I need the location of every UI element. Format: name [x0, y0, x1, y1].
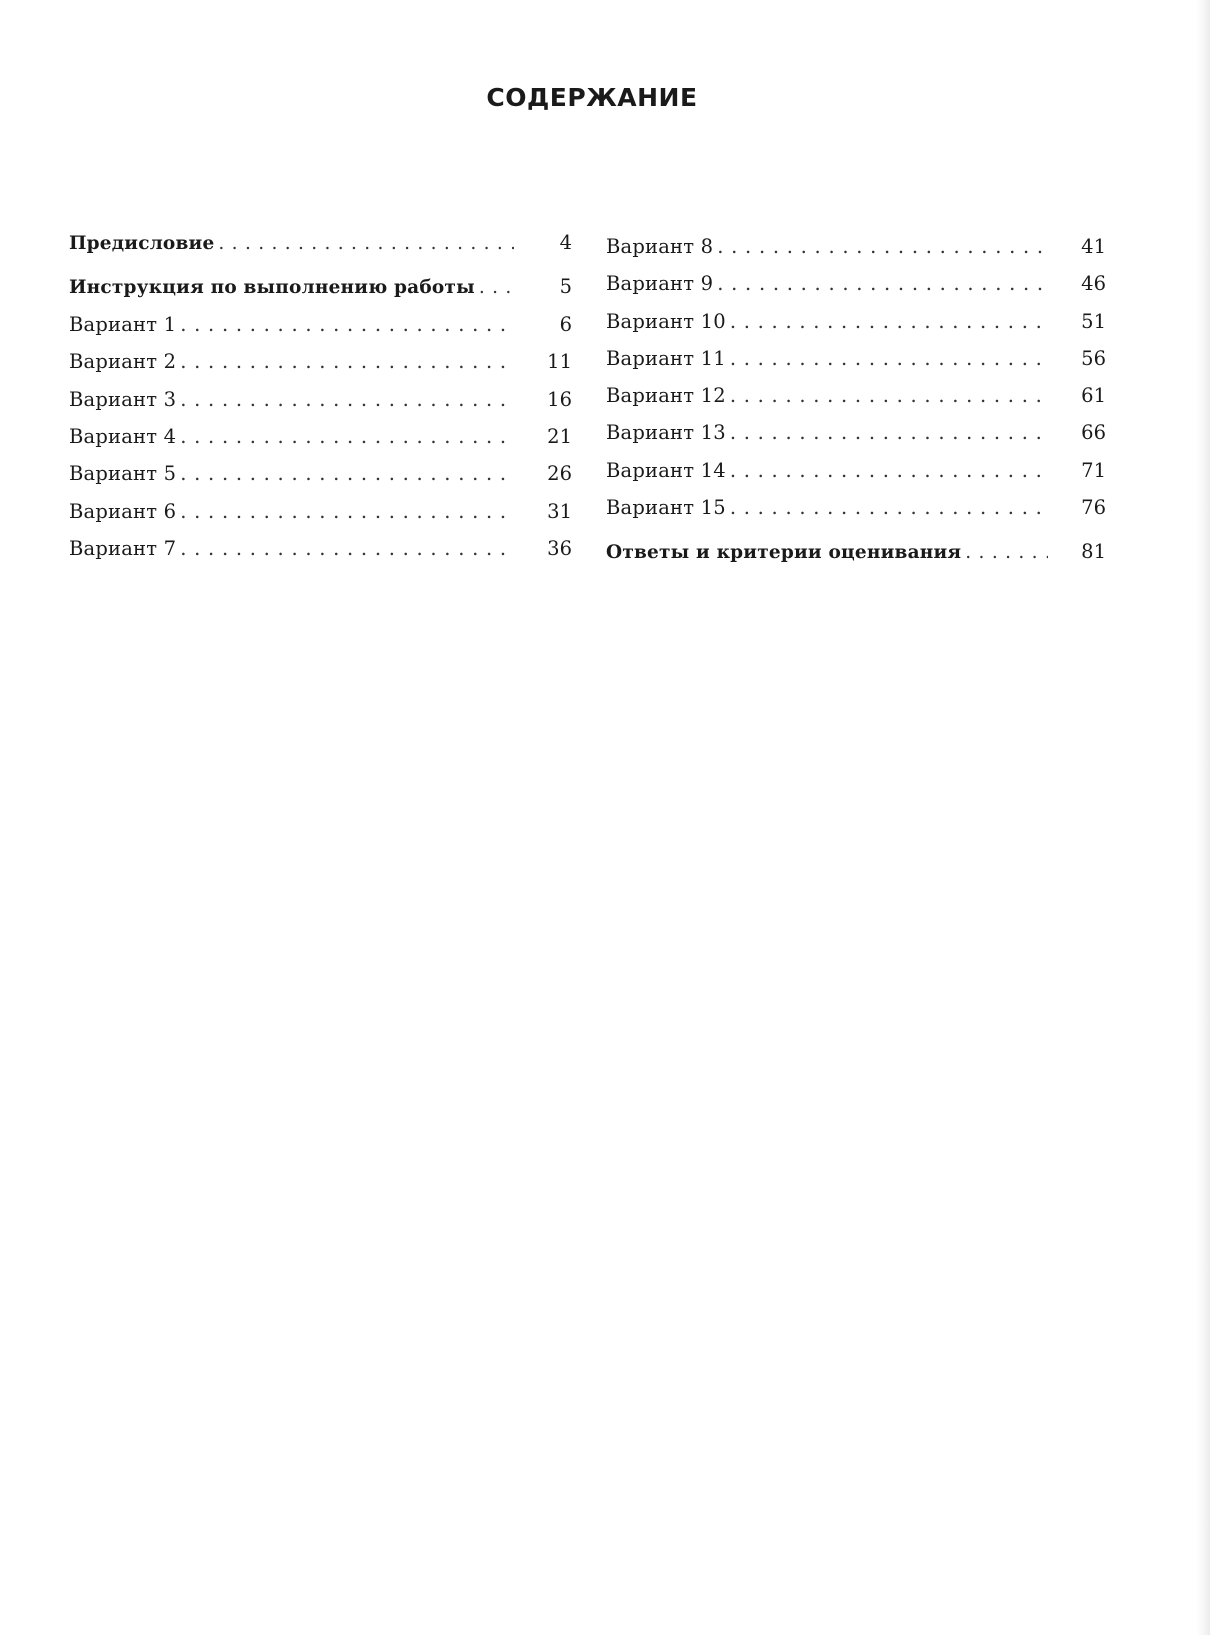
toc-entry[interactable] [606, 496, 1106, 533]
toc-entry-label: Инструкция по выполнению работы [69, 277, 475, 299]
toc-entry-page: 31 [547, 499, 572, 523]
dot-leader [180, 537, 514, 560]
toc-entry-label: Вариант 1 [69, 312, 177, 336]
dot-leader [730, 459, 1048, 482]
toc-entry-page: 16 [547, 387, 572, 411]
toc-entry-page: 26 [547, 462, 572, 486]
dot-leader [180, 313, 514, 336]
toc-column-left [69, 231, 572, 575]
dot-leader [180, 388, 514, 411]
page-edge-shadow [1196, 0, 1210, 1635]
page-title: СОДЕРЖАНИЕ [486, 83, 698, 112]
toc-entry-page: 4 [559, 231, 572, 254]
toc-entry-page: 66 [1081, 421, 1106, 445]
toc-entry-label: Вариант 15 [606, 496, 726, 520]
toc-entry[interactable] [606, 347, 1106, 384]
toc-entry-page: 56 [1081, 346, 1106, 370]
dot-leader [730, 310, 1048, 333]
toc-entry[interactable] [69, 231, 572, 268]
dot-leader [218, 233, 514, 254]
toc-entry[interactable] [69, 388, 572, 425]
dot-leader [717, 235, 1048, 258]
toc-entry-page: 76 [1081, 496, 1106, 520]
toc-entry-page: 46 [1081, 272, 1106, 296]
toc-entry-label: Вариант 7 [69, 537, 177, 561]
toc-entry[interactable] [69, 275, 572, 312]
toc-entry[interactable] [69, 537, 572, 574]
toc-column-right [606, 235, 1106, 578]
toc-entry-label: Вариант 11 [606, 346, 726, 370]
toc-entry[interactable] [606, 421, 1106, 458]
toc-entry-label: Вариант 12 [606, 384, 726, 408]
toc-entry[interactable] [606, 310, 1106, 347]
toc-entry-page: 6 [559, 312, 572, 336]
toc-entry-page: 41 [1081, 235, 1106, 258]
dot-leader [180, 500, 514, 523]
toc-entry-page: 71 [1081, 458, 1106, 482]
dot-leader [180, 350, 514, 373]
toc-entry[interactable] [69, 350, 572, 387]
toc-entry[interactable] [69, 313, 572, 350]
toc-entry-label: Предисловие [69, 233, 215, 254]
toc-entry[interactable] [606, 235, 1106, 272]
dot-leader [730, 384, 1048, 407]
toc-entry-label: Вариант 8 [606, 235, 714, 258]
toc-entry-label: Вариант 13 [606, 421, 726, 445]
toc-entry-page: 51 [1081, 309, 1106, 333]
dot-leader [730, 347, 1048, 370]
dot-leader [730, 496, 1048, 519]
toc-entry-page: 11 [547, 350, 572, 374]
toc-entry-label: Ответы и критерии оценивания [606, 542, 962, 564]
toc-entry-page: 21 [547, 424, 572, 448]
dot-leader [180, 462, 514, 485]
toc-entry-page: 36 [547, 537, 572, 561]
toc-entry-page: 81 [1081, 540, 1106, 564]
toc-entry[interactable] [69, 425, 572, 462]
toc-entry-label: Вариант 14 [606, 458, 726, 482]
toc-entry-label: Вариант 4 [69, 424, 177, 448]
dot-leader [180, 425, 514, 448]
toc-entry[interactable] [606, 459, 1106, 496]
toc-entry-label: Вариант 2 [69, 350, 177, 374]
toc-entry-page: 61 [1081, 384, 1106, 408]
toc-entry-label: Вариант 6 [69, 499, 177, 523]
dot-leader [479, 277, 514, 298]
toc-entry[interactable] [69, 462, 572, 499]
dot-leader [717, 272, 1048, 295]
toc-entry-label: Вариант 5 [69, 462, 177, 486]
dot-leader [965, 542, 1048, 563]
toc-entry[interactable] [606, 540, 1106, 577]
toc-entry[interactable] [69, 500, 572, 537]
toc-entry-label: Вариант 9 [606, 272, 714, 296]
toc-entry-label: Вариант 3 [69, 387, 177, 411]
toc-entry-label: Вариант 10 [606, 309, 726, 333]
toc-entry[interactable] [606, 272, 1106, 309]
toc-entry[interactable] [606, 384, 1106, 421]
dot-leader [730, 421, 1048, 444]
toc-entry-page: 5 [559, 275, 572, 299]
